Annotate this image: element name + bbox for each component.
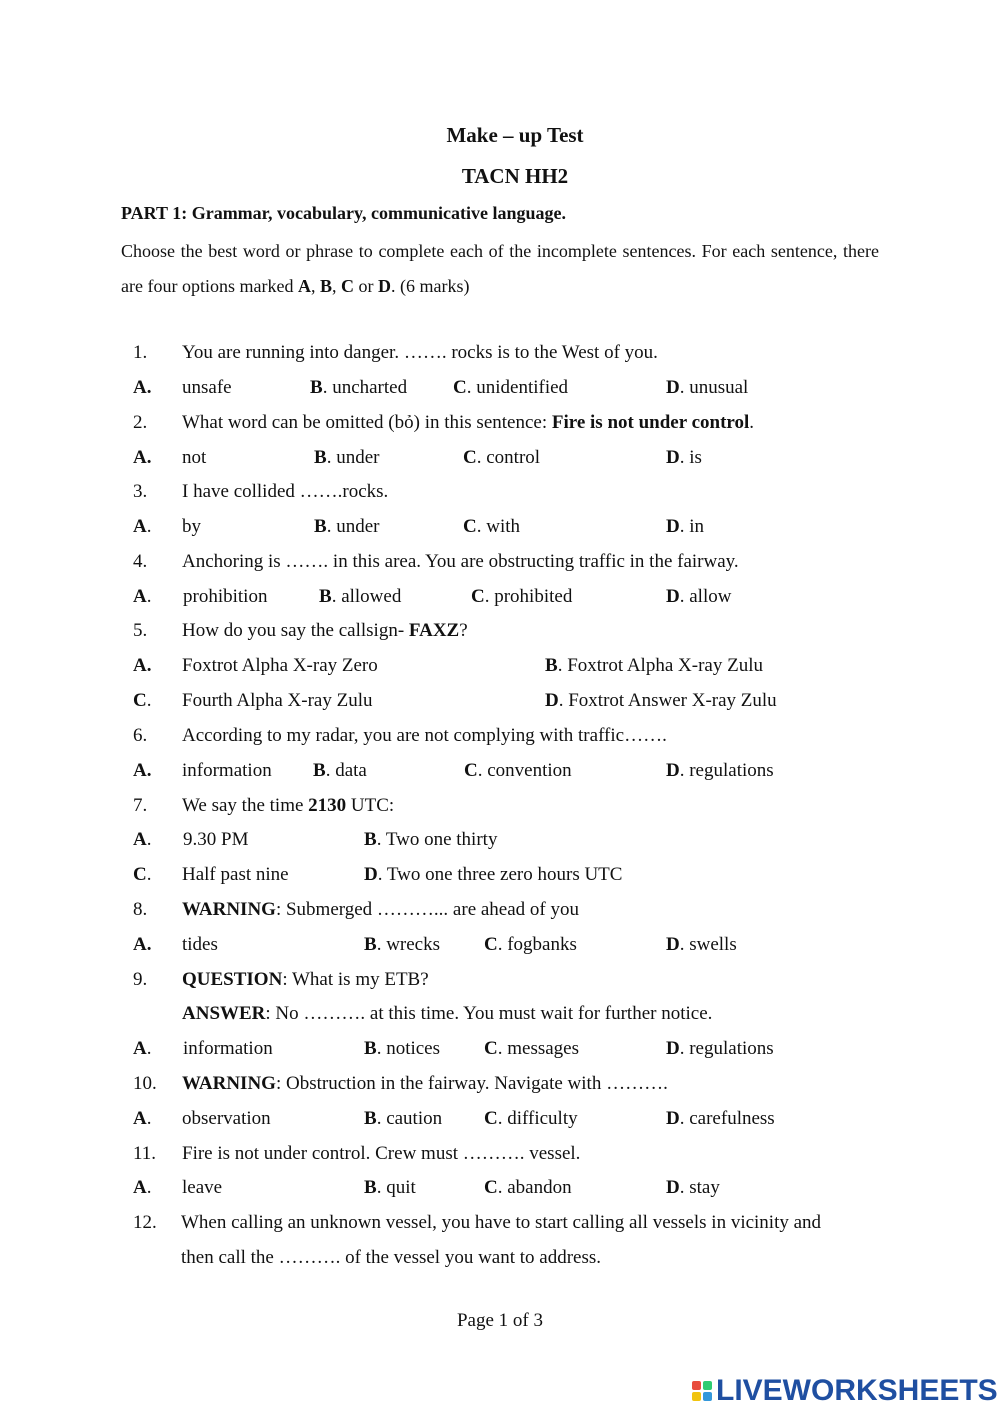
option-c: C. fogbanks (484, 934, 577, 955)
option-a-label: A. (133, 829, 152, 850)
question-number: 7. (133, 795, 148, 816)
question-stem: You are running into danger. ……. rocks is to the West of you. (182, 342, 658, 363)
question-number: 12. (133, 1212, 157, 1233)
option-c-label: C. (133, 864, 152, 885)
option-b: B. caution (364, 1108, 443, 1129)
option-b: B. under (314, 447, 380, 468)
question-stem: WARNING: Obstruction in the fairway. Navigate with ………. (182, 1073, 668, 1094)
option-c-label: C. (133, 690, 152, 711)
option-a-label: A. (133, 586, 152, 607)
option-d: D. Two one three zero hours UTC (364, 864, 623, 885)
option-d: D. carefulness (666, 1108, 775, 1129)
option-b: B. Foxtrot Alpha X-ray Zulu (545, 655, 763, 676)
option-a: information (183, 1038, 273, 1059)
liveworksheets-logo (692, 1374, 998, 1408)
logo-mark-icon (692, 1381, 712, 1401)
page-number: Page 1 of 3 (456, 1310, 543, 1331)
question-number: 2. (133, 412, 148, 433)
option-b: B. quit (364, 1177, 416, 1198)
question-stem: We say the time 2130 UTC: (182, 795, 395, 816)
option-c: C. control (463, 447, 541, 468)
question-stem: Fire is not under control. Crew must ………. vessel. (182, 1143, 581, 1164)
option-c: Half past nine (182, 864, 289, 885)
option-a: leave (182, 1177, 223, 1198)
page-subtitle: TACN HH2 (461, 164, 569, 188)
option-b: B. data (313, 760, 367, 781)
option-d: D. in (666, 516, 705, 537)
question-stem-answer: ANSWER: No ………. at this time. You must wait for further notice. (182, 1003, 713, 1024)
question-number: 3. (133, 481, 148, 502)
question-number: 11. (133, 1143, 157, 1164)
option-b: B. notices (364, 1038, 441, 1059)
option-a: not (182, 447, 207, 468)
option-a: unsafe (182, 377, 232, 398)
question-number: 10. (133, 1073, 157, 1094)
option-a-label: A. (133, 516, 152, 537)
option-d: D. swells (666, 934, 737, 955)
question-number: 8. (133, 899, 148, 920)
option-a-label: A. (133, 1108, 152, 1129)
option-d: D. is (666, 447, 702, 468)
question-stem: When calling an unknown vessel, you have to start calling all vessels in vicinity and (181, 1212, 822, 1233)
logo-square-green (703, 1381, 712, 1390)
option-d: D. unusual (666, 377, 749, 398)
option-a-label: A. (133, 1177, 152, 1198)
logo-square-red (692, 1381, 701, 1390)
option-a: observation (182, 1108, 271, 1129)
option-d: D. regulations (666, 760, 774, 781)
logo-square-yellow (692, 1392, 701, 1401)
option-a-label: A. (133, 377, 152, 398)
option-a: Foxtrot Alpha X-ray Zero (182, 655, 378, 676)
question-number: 9. (133, 969, 148, 990)
option-c: C. prohibited (471, 586, 573, 607)
question-stem: Anchoring is ……. in this area. You are obstructing traffic in the fairway. (182, 551, 739, 572)
question-stem: What word can be omitted (bỏ) in this sentence: Fire is not under control. (182, 412, 755, 433)
question-stem: I have collided …….rocks. (182, 481, 389, 502)
option-c: C. convention (464, 760, 572, 781)
option-c: C. with (463, 516, 521, 537)
part-heading: PART 1: Grammar, vocabulary, communicative language. (121, 203, 567, 223)
option-b: B. allowed (319, 586, 402, 607)
option-c: C. difficulty (484, 1108, 578, 1129)
instructions: Choose the best word or phrase to complete each of the incomplete sentences. For each sentence, there are four options marked A, B, C or D. (6 marks) (121, 241, 879, 296)
option-a: 9.30 PM (183, 829, 249, 850)
option-a: tides (182, 934, 218, 955)
question-stem: According to my radar, you are not complying with traffic……. (182, 725, 667, 746)
question-number: 5. (133, 620, 148, 641)
question-stem: WARNING: Submerged ………... are ahead of you (182, 899, 579, 920)
option-d: D. Foxtrot Answer X-ray Zulu (545, 690, 777, 711)
option-c: C. unidentified (453, 377, 569, 398)
option-a-label: A. (133, 655, 152, 676)
page-title: Make – up Test (446, 123, 584, 147)
question-number: 6. (133, 725, 148, 746)
logo-text: LIVEWORKSHEETS (716, 1374, 998, 1407)
option-c: Fourth Alpha X-ray Zulu (182, 690, 373, 711)
option-a: prohibition (183, 586, 268, 607)
question-number: 1. (133, 342, 148, 363)
logo-square-blue (703, 1392, 712, 1401)
option-a-label: A. (133, 760, 152, 781)
option-d: D. stay (666, 1177, 720, 1198)
option-a-label: A. (133, 1038, 152, 1059)
option-c: C. abandon (484, 1177, 572, 1198)
option-b: B. uncharted (310, 377, 408, 398)
option-b: B. Two one thirty (364, 829, 498, 850)
option-d: D. regulations (666, 1038, 774, 1059)
question-number: 4. (133, 551, 148, 572)
option-a-label: A. (133, 934, 152, 955)
option-a-label: A. (133, 447, 152, 468)
option-a: information (182, 760, 272, 781)
question-stem: QUESTION: What is my ETB? (182, 969, 429, 990)
option-d: D. allow (666, 586, 732, 607)
question-stem-continued: then call the ………. of the vessel you want to address. (181, 1247, 602, 1268)
option-a: by (182, 516, 201, 537)
option-b: B. wrecks (364, 934, 440, 955)
option-b: B. under (314, 516, 380, 537)
question-stem: How do you say the callsign- FAXZ? (182, 620, 468, 641)
option-c: C. messages (484, 1038, 579, 1059)
